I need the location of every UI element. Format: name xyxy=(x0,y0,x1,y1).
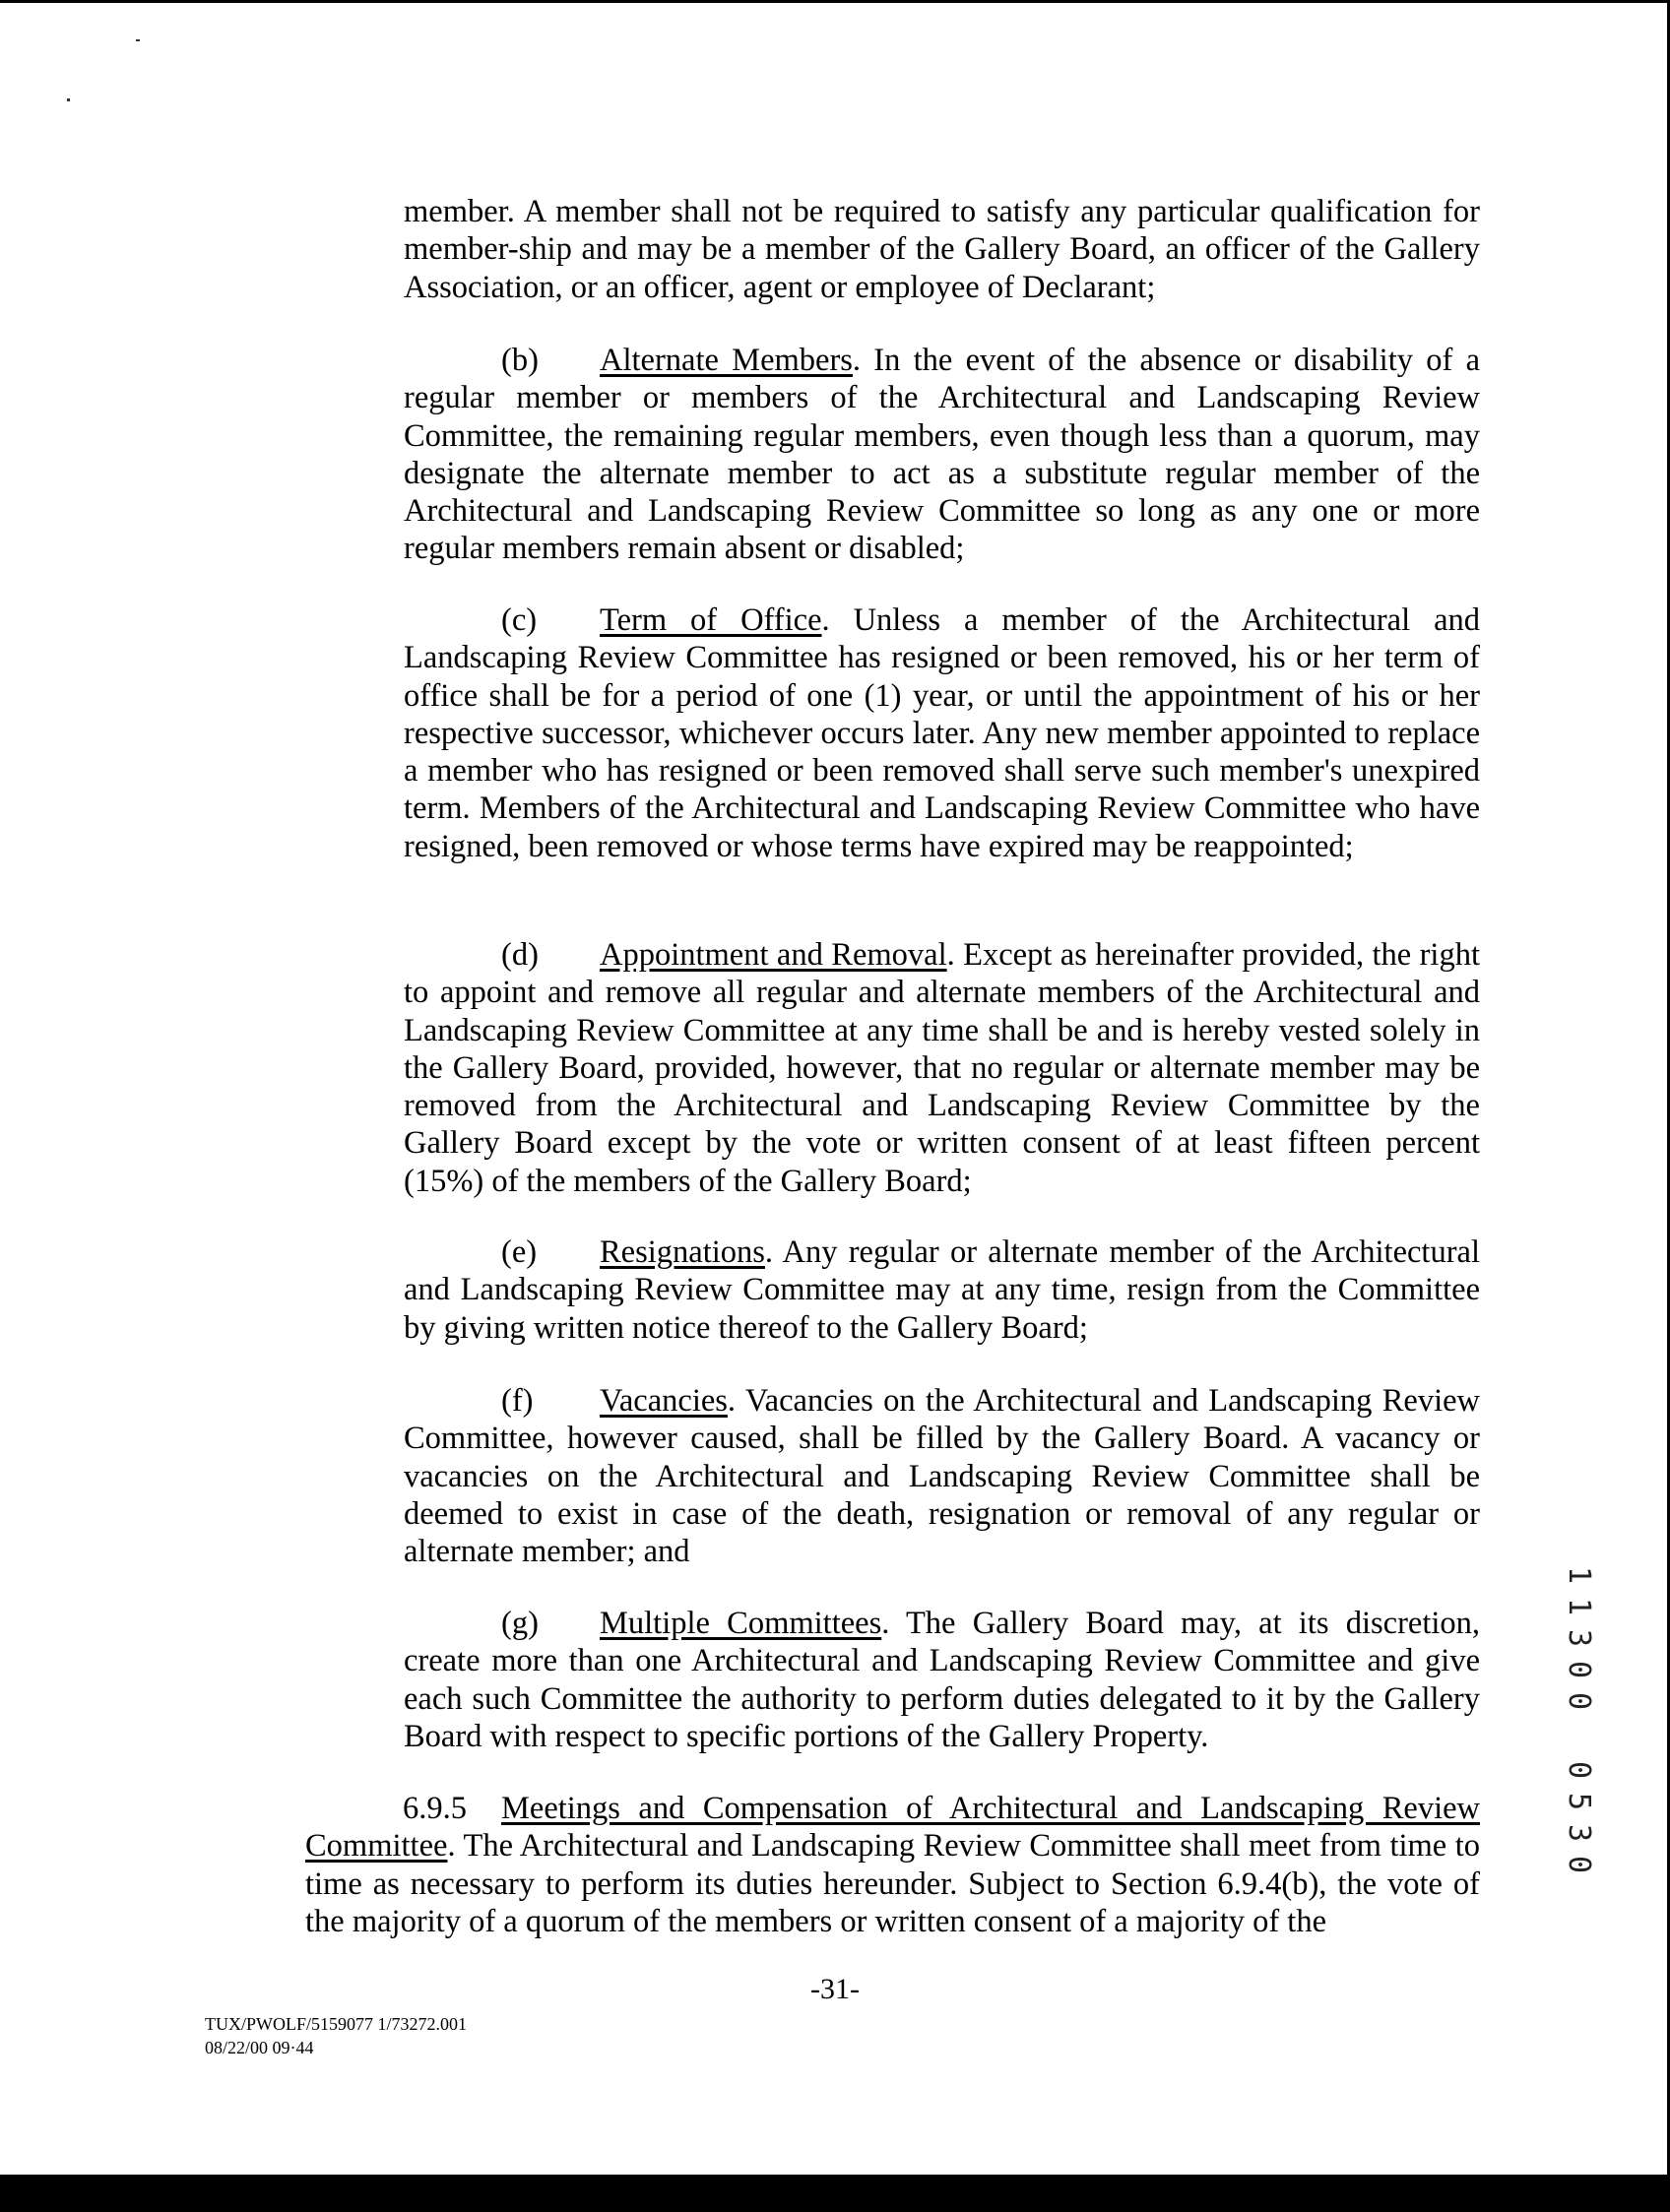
stamp-digit: 0 xyxy=(1562,1691,1597,1711)
paragraph-text: . Except as hereinafter provided, the right to appoint and remove all regular and alternate members of the Architectural and Landscaping Review Committee at any time shall be and is hereby vested solely in the Gallery Board, provided, however, that no regular or alternate member may be removed from the Architectural and Landscaping Review Committee by the Gallery Board except by the vote or written consent of at least fifteen percent (15%) of the members of the Gallery Board; xyxy=(404,937,1480,1199)
paragraph-e-resignations xyxy=(404,1233,1480,1347)
page-number: -31- xyxy=(810,1973,860,2005)
stamp-digit: 5 xyxy=(1562,1792,1597,1811)
stamp-digit: 1 xyxy=(1562,1565,1597,1585)
paragraph-label: (d) xyxy=(501,937,539,973)
scan-border-bottom xyxy=(0,2175,1670,2212)
stamp-digit: 0 xyxy=(1562,1760,1597,1780)
section-number: 6.9.5 xyxy=(403,1791,467,1826)
paragraph-heading: Vacancies xyxy=(600,1383,728,1419)
stamp-digit: 3 xyxy=(1562,1823,1597,1843)
paragraph-text: . Unless a member of the Architectural and Landscaping Review Committee has resigned or been removed, his or her term of office shall be for a period of one (1) year, or until the appointment of his or her respective successor, whichever occurs later. Any new member appointed to replace a member who has resigned or been removed shall serve such member's unexpired term. Members of the Architectural and Landscaping Review Committee who have resigned, been removed or whose terms have expired may be reappointed; xyxy=(404,602,1480,864)
section-text: . The Architectural and Landscaping Review Committee shall meet from time to time as necessary to perform its duties hereunder. Subject to Section 6.9.4(b), the vote of the majority of a quorum of the members or written consent of a majority of the xyxy=(305,1828,1480,1939)
paragraph-text: member. A member shall not be required to satisfy any particular qualification for member-ship and may be a member of the Gallery Board, an officer of the Gallery Association, or an officer, agent or employee of Declarant; xyxy=(404,194,1480,305)
paragraph-text: . Any regular or alternate member of the Architectural and Landscaping Review Committee may at any time, resign from the Committee by giving written notice thereof to the Gallery Board; xyxy=(404,1234,1480,1346)
section-heading: Meetings and Compensation of Architectural and Landscaping Review Committee xyxy=(305,1791,1480,1864)
paragraph-g-multiple-committees xyxy=(404,1605,1480,1755)
stamp-digit: 0 xyxy=(1562,1660,1597,1679)
paragraph-label: (b) xyxy=(501,343,539,378)
paragraph-text: . The Gallery Board may, at its discretion, create more than one Architectural and Landscaping Review Committee and give each such Committee the authority to perform duties delegated to it by the Gallery Board with respect to specific portions of the Gallery Property. xyxy=(404,1606,1480,1754)
paragraph-heading: Resignations xyxy=(600,1234,765,1270)
paragraph-heading: Multiple Committees xyxy=(600,1606,882,1641)
stamp-digit: 1 xyxy=(1562,1597,1597,1616)
section-6-9-5-meetings xyxy=(305,1790,1480,1940)
paragraph-label: (g) xyxy=(501,1606,539,1641)
stamp-digit: 3 xyxy=(1562,1628,1597,1648)
paragraph-f-vacancies xyxy=(404,1382,1480,1570)
paragraph-label: (e) xyxy=(501,1234,538,1270)
footer-timestamp: 08/22/00 09·44 xyxy=(205,2038,314,2057)
paragraph-c-term-of-office xyxy=(404,601,1480,865)
paragraph-heading: Term of Office xyxy=(600,602,822,638)
footer-doc-id: TUX/PWOLF/5159077 1/73272.001 xyxy=(205,2014,468,2034)
paragraph-text: . In the event of the absence or disability of a regular member or members of the Architectural and Landscaping Review Committee, the remaining regular members, even though less than a quorum, may designate the alternate member to act as a substitute regular member of the Architectural and Landscaping Review Committee so long as any one or more regular members remain absent or disabled; xyxy=(404,343,1480,567)
scan-speck xyxy=(67,98,70,101)
scan-border-top xyxy=(0,0,1670,3)
document-footer xyxy=(205,2012,467,2059)
margin-bates-stamp-upper xyxy=(1562,1559,1597,1717)
margin-bates-stamp-lower xyxy=(1562,1754,1597,1880)
paragraph-heading: Alternate Members xyxy=(600,343,853,378)
stamp-digit: 0 xyxy=(1562,1855,1597,1874)
paragraph-d-appointment-and-removal xyxy=(404,936,1480,1200)
scan-speck xyxy=(136,39,140,41)
paragraph-label: (c) xyxy=(501,602,538,638)
paragraph-continuation xyxy=(404,193,1480,306)
paragraph-heading: Appointment and Removal xyxy=(600,937,947,973)
paragraph-text: . Vacancies on the Architectural and Landscaping Review Committee, however caused, shall be filled by the Gallery Board. A vacancy or vacancies on the Architectural and Landscaping Review Committee shall be deemed to exist in case of the death, resignation or removal of any regular or alternate member; and xyxy=(404,1383,1480,1570)
paragraph-b-alternate-members xyxy=(404,342,1480,568)
paragraph-label: (f) xyxy=(501,1383,534,1419)
